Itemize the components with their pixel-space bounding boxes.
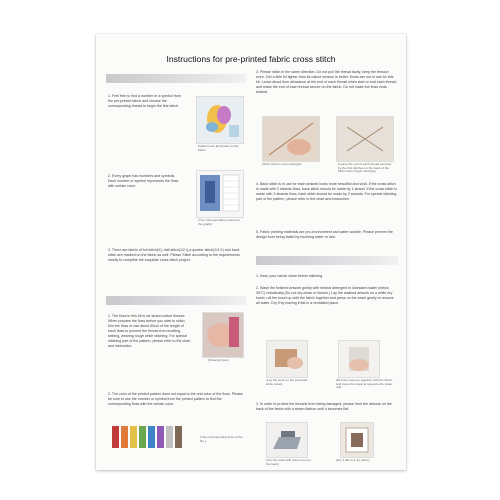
image-caption: (Roll the towel up together with the fabric and press the towel to squeeze the water out) [336,378,393,390]
printed-fabric-image [197,97,243,143]
step-paragraph: 4. Back stitch is in use for each artwork looks more beautiful and vivid. If the cross stitch is made with 2 strands floss, back stitch should be made by 1 strand. If the cross stitch is made with 3 strands floss, back stitch should be made by 2 strands. For special stitching part of the pattern, please refer to the chart and instruction. [256,182,398,201]
step-paragraph: 5. Fabric printing materials are pro-environment and water soluble. Please prevent the design from being faded by touching water or rain. [256,230,393,239]
back-of-fabric-photo [336,116,394,162]
step-paragraph: 3. Please stitch in the same direction. Do not pull the thread tautly, keep the tension even. Get a little bit tighter than its nature tension is better. Knots are not in use for this kit. Leave about 5cm allowance at the end of each thread when start or end each thread, and make the end of each thread secure on the fabric. Do not make the floss ends twisted. [256,70,397,94]
image-caption: (The corresponding floss of the No.) [200,435,243,443]
section-header-bar [106,74,246,83]
left-column [106,74,246,443]
framed-artwork-image [341,423,373,457]
pattern-photo [196,96,244,144]
step-paragraph: 3. In order to protect the threads from being damaged, please from the artwork on the back of the fabric with a steam flatiron until it becomes flat. [256,402,392,411]
dry-flat-photo [340,422,374,458]
iron-photo [266,422,308,458]
step-paragraph: 1. Feel free to find a number or a symbol from the pre-printed fabric and choose the corresponding thread to begin the first stitch. [108,94,181,108]
image-caption: (Lay the work on the prepared white towel) [266,378,308,386]
step-paragraph: 1. The floss in this kit is six strand cotton flosses. When prepare the floss before you start to stitch, fold the floss or use about 50cm of the length of each floss to prevent the thread from knotting, twining, wearing rough while stitching. For special stitching part of the pattern, please refer to the chart and instruction. [108,314,191,348]
step-paragraph: 2. Every graph has numbers and symbols. Each number or symbol represents the floss with certain color. [108,174,179,188]
floss-hand-image [203,313,243,357]
even-strength-image [263,117,319,161]
towel-photo [266,340,308,378]
step-paragraph: 2. Wash the finished artwork gently with neutral detergent in lukewarm water (below 30°C) individually.(Do not dry-clean or bleach.) Lay the washed artwork on a white dry towel, roll the towel up with the fabric together and press on the towel gently to remove all water. Dry it by leaving it flat in a ventilated place. [256,286,394,305]
instruction-sheet [96,34,406,470]
steam-iron-image [267,423,307,457]
roll-towel-image [339,341,379,377]
section-header-bar [106,296,246,305]
secured-end-image [337,117,393,161]
step-paragraph: 2. The color of the printed pattern does not equal to the real color of the floss. Please be sure to use the number or symbol from the printed pattern to find the corresponding floss with the certain color. [108,392,243,406]
lay-on-towel-image [267,341,307,377]
image-caption: (Dry it flat in a dry place) [336,458,370,462]
image-caption: (Iron the work with steam iron on the back) [266,458,311,466]
step-paragraph: 1. Keep your hands clean before stitching. [256,274,324,278]
image-caption: Patterns are all printed on the fabric [198,144,239,152]
image-caption: (Work with an even strength) [262,162,302,166]
section-header-bar [256,256,398,265]
roll-towel-photo [338,340,380,378]
image-caption: (Drawing floss) [208,358,229,362]
symbol-graph-image [197,171,243,217]
drawing-floss-photo [202,312,244,358]
step-paragraph: 3. There are labels of full stitch(X), half stitch(1/2 /),a quarter stitch(1/4 X) and back stitch are marked on the fabric as well. Please Stitch according to the requirements strictly to complete the exquisite cross stitch project. [108,248,240,262]
floss-skeins-image [110,422,190,454]
stitching-photo [262,116,320,162]
image-caption: (Leave the end of each thread secured by the first stitches on the back of the fabric when begin stitching) [338,162,392,174]
floss-skeins-photo [110,422,190,454]
page-title: Instructions for pre-printed fabric cross stitch [166,54,336,64]
image-caption: (The corresponding symbol on the graph) [198,218,240,226]
graph-chart-photo [196,170,244,218]
